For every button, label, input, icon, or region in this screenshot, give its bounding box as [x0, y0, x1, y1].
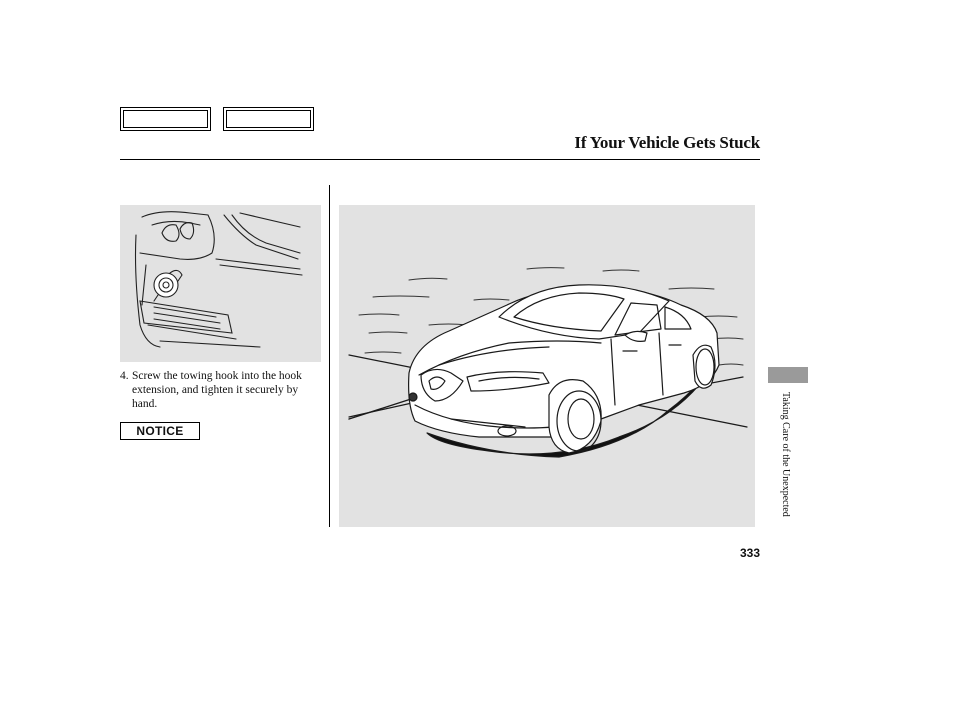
step-number: 4.: [120, 370, 129, 382]
vehicle-stuck-figure: [339, 205, 755, 527]
section-tab[interactable]: [768, 367, 808, 383]
page-title: If Your Vehicle Gets Stuck: [574, 133, 760, 152]
towing-hook-closeup-figure: [120, 205, 321, 362]
notice-label: NOTICE: [120, 422, 200, 440]
index-nav-button[interactable]: [223, 107, 314, 131]
step-text: Screw the towing hook into the hook extension, and tighten it securely by hand.: [132, 370, 302, 410]
page-number: 333: [739, 546, 760, 560]
contents-nav-button[interactable]: [120, 107, 211, 131]
title-rule: [120, 159, 760, 160]
column-divider: [329, 185, 330, 527]
section-label: Taking Care of the Unexpected: [780, 392, 791, 517]
